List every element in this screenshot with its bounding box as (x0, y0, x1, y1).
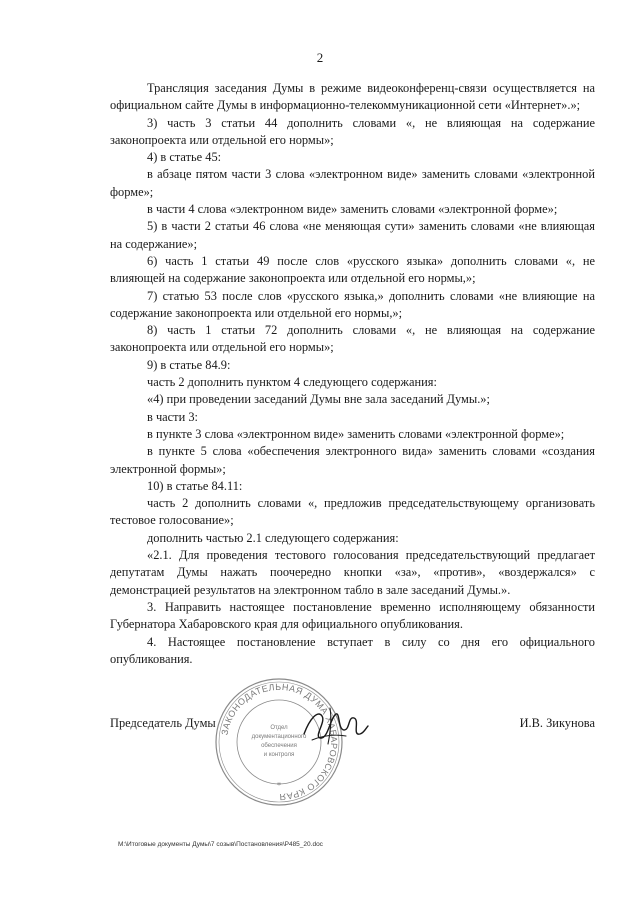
paragraph: 3. Направить настоящее постановление временно исполняющему обязанности Губернатора Хабаровского края для официального опубликования. (110, 599, 595, 632)
page-number: 2 (316, 50, 324, 65)
file-path-footer: M:\Итоговые документы Думы\7 созыв\Постановления\Р485_20.doc (118, 841, 323, 848)
paragraph: часть 2 дополнить пунктом 4 следующего содержания: (147, 375, 437, 390)
paragraph: «4) при проведении заседаний Думы вне зала заседаний Думы.»; (147, 392, 490, 407)
paragraph: в абзаце пятом части 3 слова «электронном виде» заменить словами «электронной форме»; (110, 167, 595, 199)
svg-text:и контроля: и контроля (263, 752, 295, 758)
paragraph: 9) в статье 84.9: (147, 357, 231, 372)
svg-text:Отдел: Отдел (270, 725, 288, 731)
paragraph: Трансляция заседания Думы в режиме видеоконференц-связи осуществляется на официальном сайте Думы в информационно-телекоммуникационной сети «Интернет».»; (110, 81, 595, 113)
paragraph: 4. Настоящее постановление вступает в силу со дня его официального опубликования. (110, 634, 595, 666)
paragraph: 5) в части 2 статьи 46 слова «не меняющая сути» заменить словами «не влияющая на содержание»; (110, 219, 595, 251)
paragraph: «2.1. Для проведения тестового голосования председательствующий предлагает депутатам Думы нажать поочередно кнопки «за», «против», «воздержался» с демонстрацией результатов на электронном табло в зале заседаний Думы.». (110, 548, 595, 597)
paragraph: 4) в статье 45: (147, 150, 222, 165)
paragraph: часть 2 дополнить словами «, предложив председательствующему организовать тестовое голосование»; (110, 496, 595, 528)
paragraph: в пункте 5 слова «обеспечения электронного вида» заменить словами «создания электронной формы»; (110, 444, 595, 476)
svg-text:*: * (277, 781, 281, 790)
handwritten-signature (300, 700, 370, 750)
paragraph: в части 3: (147, 409, 198, 424)
paragraph: в пункте 3 слова «электронном виде» заменить словами «электронной форме»; (147, 426, 565, 441)
paragraph: дополнить частью 2.1 следующего содержания: (147, 530, 399, 545)
paragraph: 3) часть 3 статьи 44 дополнить словами «, не влияющая на содержание законопроекта или отдельной его нормы»; (110, 115, 595, 147)
svg-text:обеспечения: обеспечения (261, 743, 297, 749)
svg-text:документационного: документационного (251, 734, 307, 740)
signatory-title: Председатель Думы (110, 716, 216, 730)
signatory-name: И.В. Зикунова (519, 716, 595, 730)
svg-text:ЗАКОНОДАТЕЛЬНАЯ ДУМА ХАБАРОВСК: ЗАКОНОДАТЕЛЬНАЯ ДУМА ХАБАРОВСКОГО КРАЯ (219, 681, 340, 803)
paragraph: 10) в статье 84.11: (147, 478, 243, 493)
paragraph: в части 4 слова «электронном виде» заменить словами «электронной форме»; (147, 202, 558, 217)
paragraph: 8) часть 1 статьи 72 дополнить словами «, не влияющая на содержание законопроекта или отдельной его нормы»; (110, 323, 595, 355)
document-body (110, 80, 595, 668)
paragraph: 7) статью 53 после слов «русского языка,» дополнить словами «не влияющие на содержание законопроекта или отдельной его нормы,»; (110, 288, 595, 320)
paragraph: 6) часть 1 статьи 49 после слов «русского языка» дополнить словами «, не влияющей на содержание законопроекта или отдельной его нормы,»; (110, 253, 595, 286)
